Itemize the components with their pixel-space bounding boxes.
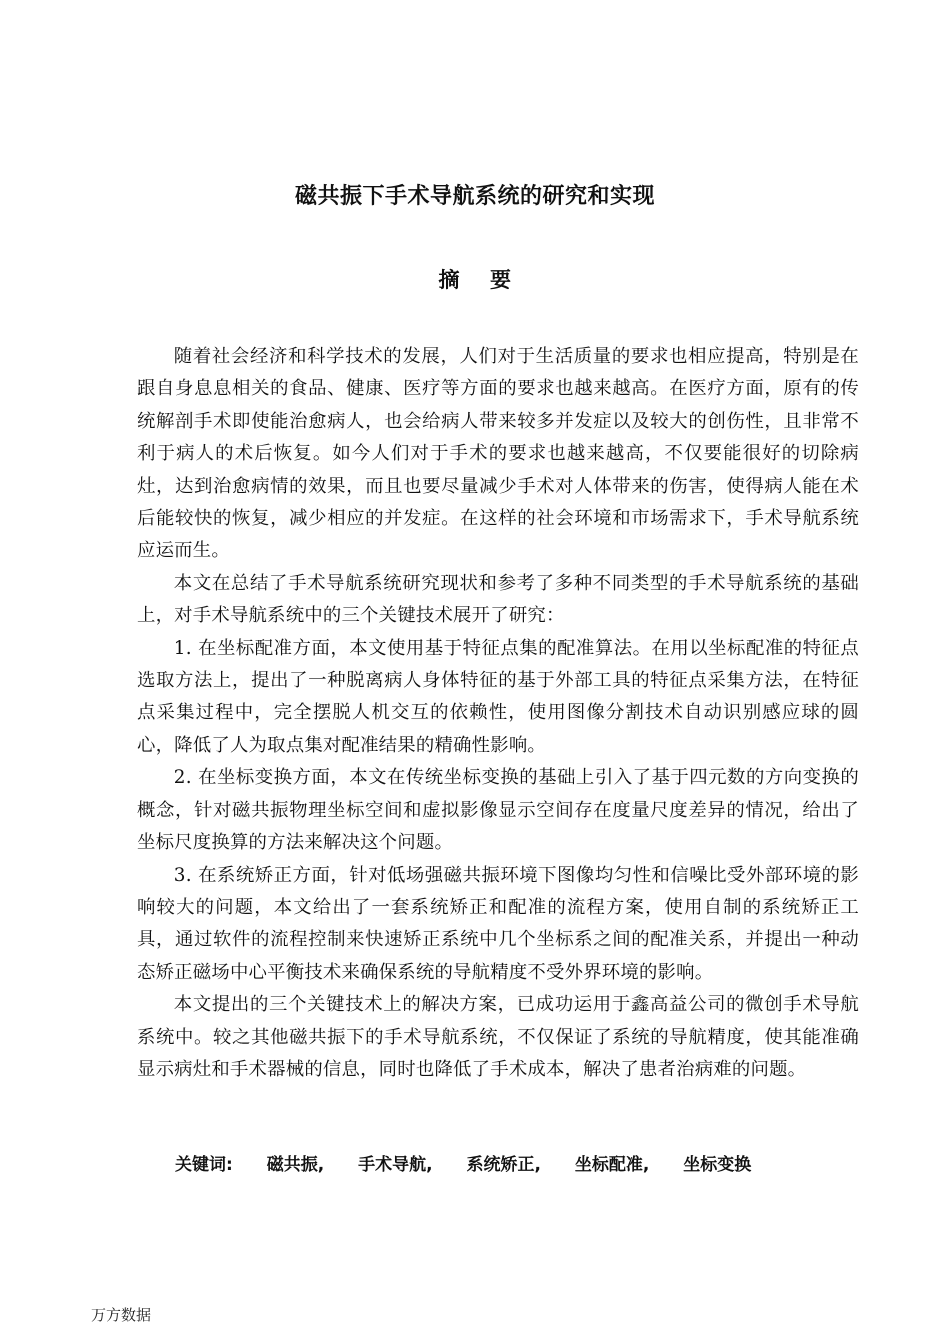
abstract-paragraph-point-2: 2. 在坐标变换方面，本文在传统坐标变换的基础上引入了基于四元数的方向变换的概念，针对磁共振物理坐标空间和虚拟影像显示空间存在度量尺度差异的情况，给出了坐标尺度换算的方法来解决这个问题。 [137, 767, 859, 854]
keyword: 手术导航, [358, 1155, 433, 1175]
abstract-paragraph-intro: 随着社会经济和科学技术的发展，人们对于生活质量的要求也相应提高，特别是在跟自身息息相关的食品、健康、医疗等方面的要求也越来越高。在医疗方面，原有的传统解剖手术即使能治愈病人，也会给病人带来较多并发症以及较大的创伤性，且非常不利于病人的术后恢复。如今人们对于手术的要求也越来越高，不仅要能很好的切除病灶，达到治愈病情的效果，而且也要尽量减少手术对人体带来的伤害，使得病人能在术后能较快的恢复，减少相应的并发症。在这样的社会环境和市场需求下，手术导航系统应运而生。 [137, 346, 859, 562]
footer-watermark-text: 万方数据 [91, 1306, 152, 1324]
keywords-line [175, 1151, 875, 1179]
abstract-heading [0, 265, 950, 295]
abstract-paragraph-conclusion: 本文提出的三个关键技术上的解决方案，已成功运用于鑫高益公司的微创手术导航系统中。较之其他磁共振下的手术导航系统，不仅保证了系统的导航精度，使其能准确显示病灶和手术器械的信息，同时也降低了手术成本，解决了患者治病难的问题。 [137, 994, 859, 1080]
keyword: 系统矫正, [466, 1155, 541, 1175]
abstract-body [137, 341, 859, 1086]
keywords-label: 关键词: [175, 1155, 233, 1175]
abstract-paragraph-point-1: 1. 在坐标配准方面，本文使用基于特征点集的配准算法。在用以坐标配准的特征点选取方法上，提出了一种脱离病人身体特征的基于外部工具的特征点采集方法，在特征点采集过程中，完全摆脱人机交互的依赖性，使用图像分割技术自动识别感应球的圆心，降低了人为取点集对配准结果的精确性影响。 [137, 637, 859, 756]
paper-title: 磁共振下手术导航系统的研究和实现 [294, 184, 655, 209]
keyword: 坐标配准, [574, 1155, 650, 1175]
keyword: 磁共振, [266, 1155, 325, 1175]
abstract-paragraph-summary: 本文在总结了手术导航系统研究现状和参考了多种不同类型的手术导航系统的基础上，对手术导航系统中的三个关键技术展开了研究： [137, 572, 859, 627]
abstract-heading-char-2: 要 [490, 268, 512, 292]
keyword: 坐标变换 [683, 1155, 752, 1175]
abstract-paragraph-point-3: 3. 在系统矫正方面，针对低场强磁共振环境下图像均匀性和信噪比受外部环境的影响较大的问题，本文给出了一套系统矫正和配准的流程方案，使用自制的系统矫正工具，通过软件的流程控制来快速矫正系统中几个坐标系之间的配准关系，并提出一种动态矫正磁场中心平衡技术来确保系统的导航精度不受外界环境的影响。 [137, 864, 859, 983]
abstract-heading-char-1: 摘 [438, 268, 460, 292]
